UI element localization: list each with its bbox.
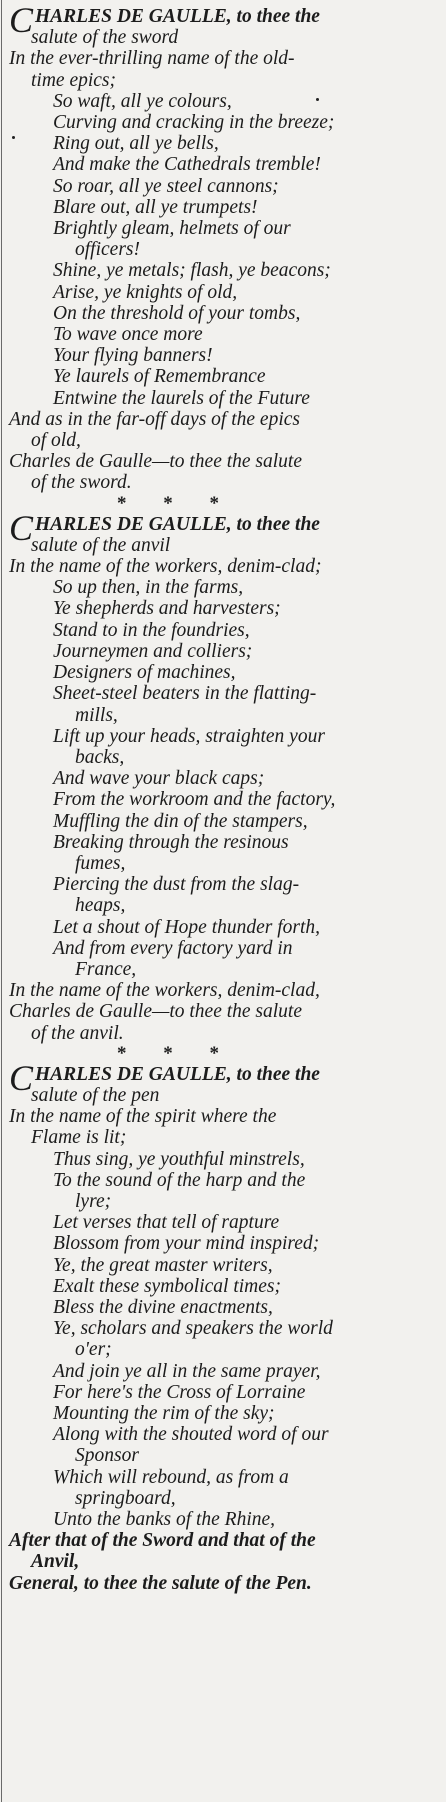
verse-line: And wave your black caps; [53,768,265,790]
verse-line: Ring out, all ye bells, [53,133,219,155]
verse-line: So roar, all ye steel cannons; [53,175,279,197]
verse-line: Ye laurels of Remembrance [53,366,266,388]
verse-line-continuation: springboard, [75,1487,176,1509]
stanza-3 [9,1057,439,1594]
verse-line: In the name of the workers, denim-clad, [9,980,320,1002]
verse-line-continuation: mills, [75,704,118,726]
verse-line-continuation: officers! [75,239,140,261]
verse-line: Blare out, all ye trumpets! [53,196,258,218]
verse-line-continuation: of the anvil. [31,1022,124,1044]
verse-line: Charles de Gaulle—to thee the salute [9,1001,302,1023]
verse-line: So waft, all ye colours, [53,90,232,112]
verse-line: Ye shepherds and harvesters; [53,598,281,620]
verse-line: Let verses that tell of rapture [53,1212,280,1234]
verse-line: And as in the far-off days of the epics [9,408,300,430]
verse-line: Blossom from your mind inspired; [53,1233,320,1255]
verse-line: Ye, the great master writers, [53,1254,273,1276]
verse-line: Designers of machines, [53,662,236,684]
heading-text: HARLES DE GAULLE, to thee the [35,513,320,535]
verse-line: Arise, ye knights of old, [53,281,238,303]
verse-line: So up then, in the farms, [53,577,244,599]
verse-line-continuation: Sponsor [75,1445,139,1467]
verse-line: Thus sing, ye youthful minstrels, [53,1148,305,1170]
drop-cap: C [9,1057,34,1098]
verse-line: From the workroom and the factory, [53,789,336,811]
verse-line: Shine, ye metals; flash, ye beacons; [53,260,331,282]
verse-line-continuation: backs, [75,746,125,768]
verse-line: Charles de Gaulle—to thee the salute [9,451,302,473]
verse-line-continuation: time epics; [31,69,117,91]
verse-line: Entwine the laurels of the Future [53,387,310,409]
verse-line-continuation: salute of the pen [31,1084,160,1106]
verse-line: In the name of the workers, denim-clad; [9,556,322,578]
verse-line-continuation: of the sword. [31,472,132,494]
verse-line: Muffling the din of the stampers, [53,810,308,832]
verse-line: To wave once more [53,324,203,346]
verse-line: General, to thee the salute of the Pen. [9,1572,312,1594]
verse-line-continuation: France, [75,958,137,980]
verse-line-continuation: o'er; [75,1339,112,1361]
verse-line: On the threshold of your tombs, [53,302,301,324]
verse-line: And make the Cathedrals tremble! [53,154,321,176]
verse-line: In the name of the spirit where the [9,1106,277,1128]
verse-line-continuation: salute of the sword [31,27,179,49]
verse-line-continuation: salute of the anvil [31,534,171,556]
verse-line: For here's the Cross of Lorraine [53,1381,306,1403]
verse-line: Breaking through the resinous [53,831,289,853]
stanza-separator: * * * [117,1042,219,1064]
verse-line-continuation: Anvil, [31,1551,80,1573]
left-column-rule [1,0,2,1802]
verse-line: Piercing the dust from the slag- [53,874,300,896]
verse-line: Unto the banks of the Rhine, [53,1509,276,1531]
verse-line: Bless the divine enactments, [53,1296,273,1318]
verse-line: Sheet-steel beaters in the flatting- [53,683,317,705]
verse-line: In the ever-thrilling name of the old- [9,48,295,70]
verse-line-continuation: Flame is lit; [31,1127,127,1149]
stanza-2 [9,507,439,1044]
verse-line-continuation: fumes, [75,852,126,874]
stanza-separator: * * * [117,492,219,514]
verse-line: Let a shout of Hope thunder forth, [53,916,321,938]
drop-cap: C [9,507,34,548]
verse-line: Along with the shouted word of our [53,1424,329,1446]
verse-line: Your flying banners! [53,345,213,367]
verse-line: And from every factory yard in [53,937,293,959]
verse-line: Exalt these symbolical times; [53,1275,281,1297]
verse-line: Brightly gleam, helmets of our [53,218,291,240]
verse-line: And join ye all in the same prayer, [53,1360,321,1382]
verse-line: To the sound of the harp and the [53,1169,306,1191]
verse-line: After that of the Sword and that of the [9,1530,316,1552]
heading-text: HARLES DE GAULLE, to thee the [35,6,320,27]
verse-line-continuation: of old, [31,430,81,452]
verse-line: Mounting the rim of the sky; [53,1403,275,1424]
heading-text: HARLES DE GAULLE, to thee the [35,1063,320,1085]
verse-line: Stand to in the foundries, [53,619,250,641]
verse-line: Lift up your heads, straighten your [53,725,325,747]
verse-line: Ye, scholars and speakers the world [53,1318,333,1340]
drop-cap: C [9,0,34,40]
stanza-1 [9,0,439,494]
verse-line-continuation: lyre; [75,1190,112,1212]
verse-line: Curving and cracking in the breeze; [53,112,335,134]
verse-line: Which will rebound, as from a [53,1466,289,1488]
verse-line-continuation: heaps, [75,895,126,917]
verse-line: Journeymen and colliers; [53,640,253,662]
poem-column [9,0,439,1594]
